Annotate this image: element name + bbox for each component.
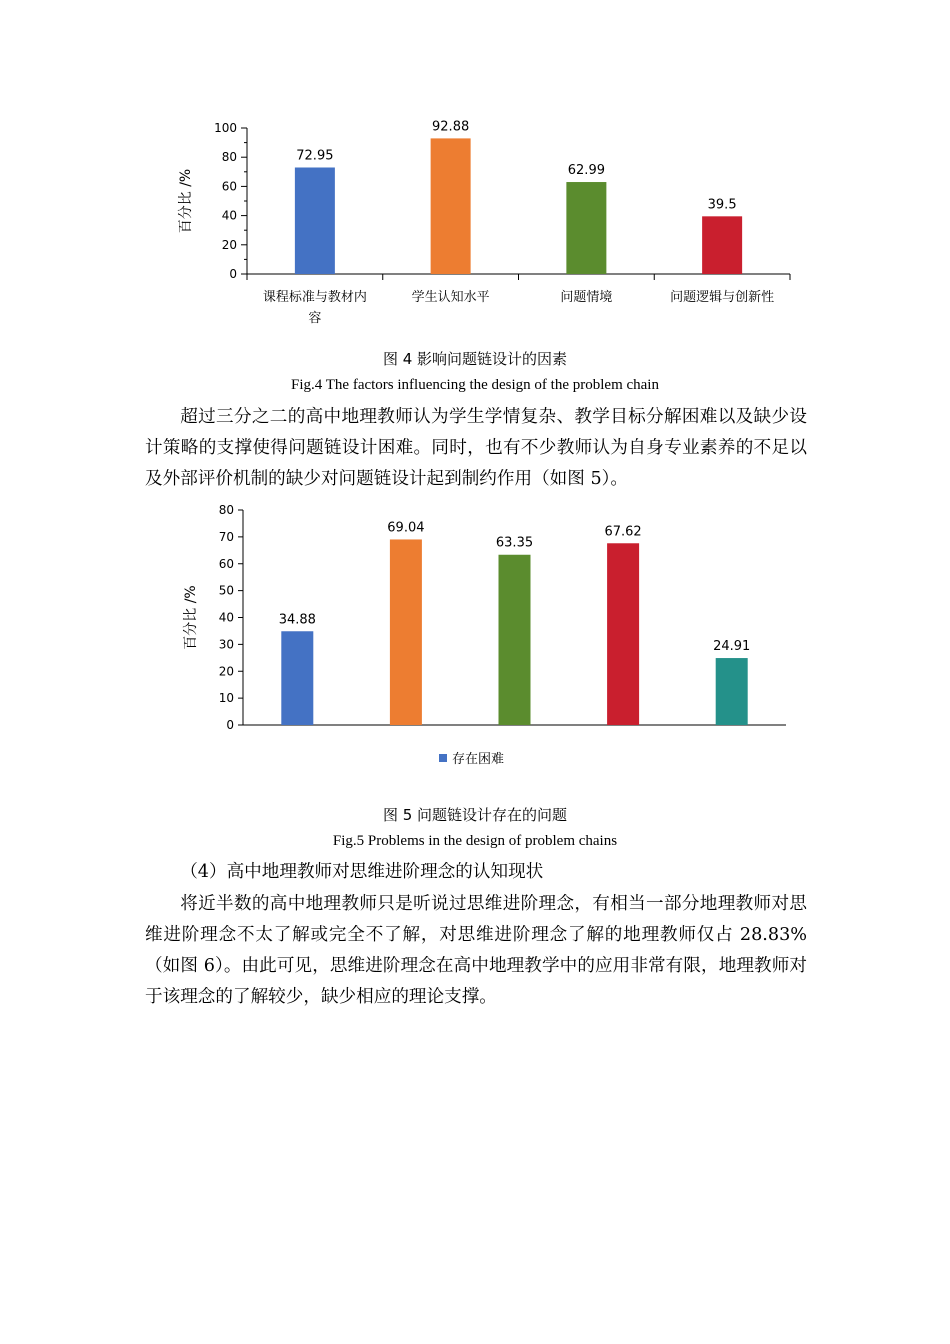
bar-1 xyxy=(295,167,335,274)
bar-value-label: 39.5 xyxy=(707,197,737,213)
bar-1 xyxy=(281,631,313,725)
y-tick-label: 40 xyxy=(218,610,234,625)
y-tick-label: 80 xyxy=(221,150,237,165)
bar-3 xyxy=(499,555,531,725)
y-tick-label: 20 xyxy=(218,664,234,679)
bar-value-label: 92.88 xyxy=(432,119,470,135)
paragraph-1: 超过三分之二的高中地理教师认为学生学情复杂、教学目标分解困难以及缺少设计策略的支撑使得问题链设计困难。同时，也有不少教师认为自身专业素养的不足以及外部评价机制的缺少对问题链设计起到制约作用（如图 5）。 xyxy=(145,407,807,489)
bar-2 xyxy=(390,539,422,725)
y-tick-label: 80 xyxy=(218,503,234,517)
y-tick-label: 50 xyxy=(218,583,234,598)
fig4-bar-chart xyxy=(0,110,950,335)
legend-swatch xyxy=(439,754,447,762)
y-tick-label: 0 xyxy=(229,267,237,281)
bar-4 xyxy=(607,543,639,725)
section-heading-4: （4）高中地理教师对思维进阶理念的认知现状 xyxy=(180,862,544,882)
y-tick-label: 70 xyxy=(218,529,234,544)
x-category-label: 问题逻辑与创新性 xyxy=(670,290,775,305)
y-tick-label: 10 xyxy=(218,691,234,706)
y-tick-label: 0 xyxy=(226,718,234,732)
fig5-caption-en: Fig.5 Problems in the design of problem chains xyxy=(332,833,618,849)
x-category-label: 问题情境 xyxy=(560,290,613,305)
fig4-caption-cn: 图 4 影响问题链设计的因素 xyxy=(382,350,568,368)
bar-value-label: 62.99 xyxy=(567,163,605,179)
y-tick-label: 100 xyxy=(214,121,237,135)
fig5-bar-chart xyxy=(0,500,950,785)
y-tick-label: 20 xyxy=(221,237,237,252)
paragraph-2: 将近半数的高中地理教师只是听说过思维进阶理念，有相当一部分地理教师对思维进阶理念不太了解或完全不了解，对思维进阶理念了解的地理教师仅占 28.83%（如图 6）。由此可见，思维进阶理念在高中地理教学中的应用非常有限，地理教师对于该理念的了解较少，缺少相应的理论支撑。 xyxy=(145,894,807,1007)
fig5-caption-cn: 图 5 问题链设计存在的问题 xyxy=(382,806,568,824)
y-axis-title: 百分比 /% xyxy=(178,168,194,234)
bar-2 xyxy=(431,138,471,274)
x-category-label: 课程标准与教材内 xyxy=(262,290,367,305)
y-tick-label: 40 xyxy=(221,208,237,223)
bar-4 xyxy=(702,216,742,274)
bar-value-label: 69.04 xyxy=(387,520,425,536)
legend-label: 存在困难 xyxy=(452,752,505,767)
y-axis-title: 百分比 /% xyxy=(183,585,199,650)
bar-value-label: 63.35 xyxy=(495,535,534,551)
bar-value-label: 67.62 xyxy=(604,524,642,540)
y-tick-label: 60 xyxy=(218,556,234,571)
fig4-caption-en: Fig.4 The factors influencing the design of the problem chain xyxy=(291,377,659,393)
bar-value-label: 72.95 xyxy=(296,148,334,164)
y-tick-label: 30 xyxy=(218,637,234,652)
bar-value-label: 24.91 xyxy=(713,639,751,655)
y-tick-label: 60 xyxy=(221,179,237,194)
bar-3 xyxy=(566,182,606,274)
bar-5 xyxy=(716,658,748,725)
x-category-label: 容 xyxy=(308,311,322,326)
bar-value-label: 34.88 xyxy=(278,612,316,628)
x-category-label: 学生认知水平 xyxy=(411,290,490,305)
